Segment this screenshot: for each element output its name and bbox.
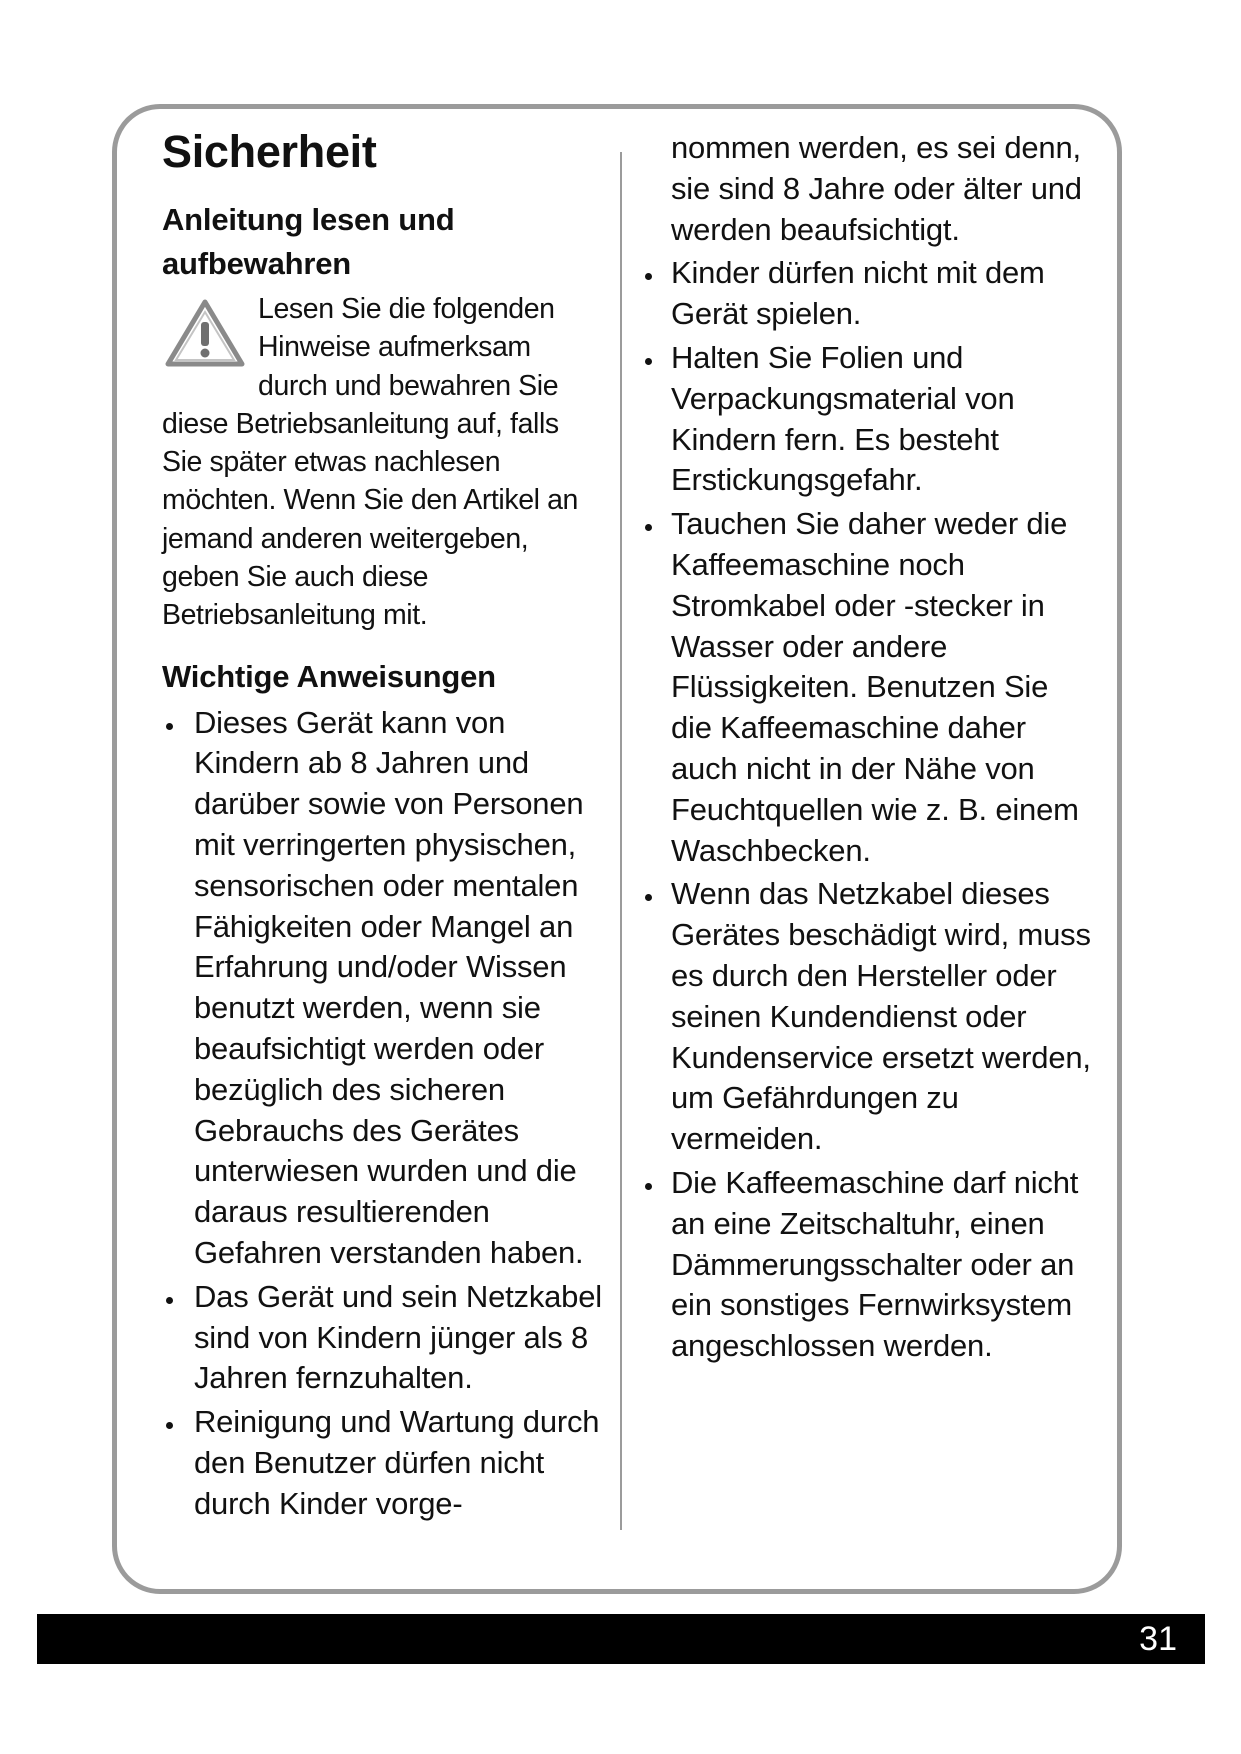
- list-item: Die Kaffeemaschine darf nicht an eine Zeitschaltuhr, einen Dämmerungsschalter oder an ein sonstiges Fernwirksystem angeschlossen werden.: [645, 1163, 1095, 1367]
- subsection-title-read-line1: Anleitung lesen und: [162, 202, 455, 237]
- list-item: Das Gerät und sein Netzkabel sind von Kindern jünger als 8 Jahren fernzuhalten.: [162, 1277, 602, 1399]
- page-number: 31: [1139, 1620, 1177, 1658]
- left-column: [162, 120, 602, 1528]
- list-item: Dieses Gerät kann von Kindern ab 8 Jahren und darüber sowie von Personen mit verringerten physischen, sensorischen oder mentalen Fähigkeiten oder Mangel an Erfahrung und/oder Wissen benutzt werden, wenn sie beaufsichtigt werden oder bezüglich des sicheren Gebrauchs des Gerätes unterwiesen wurden und die daraus resultierenden Gefahren verstanden haben.: [162, 703, 602, 1274]
- warning-triangle-icon: [164, 298, 246, 368]
- intro-paragraph: [162, 290, 602, 635]
- list-item: Tauchen Sie daher weder die Kaffeemaschine noch Stromkabel oder -stecker in Wasser oder andere Flüssigkeiten. Benutzen Sie die Kaffeemaschine daher auch nicht in der Nähe von Feuchtquellen wie z. B. einem Waschbecken.: [645, 504, 1095, 871]
- section-title: Sicherheit: [162, 126, 377, 177]
- list-item: Wenn das Netzkabel dieses Gerätes beschädigt wird, muss es durch den Hersteller oder seinen Kundendienst oder Kundenservice ersetzt werden, um Gefährdungen zu vermeiden.: [645, 874, 1095, 1160]
- instructions-list-left: [162, 703, 602, 1525]
- list-item: Reinigung und Wartung durch den Benutzer dürfen nicht durch Kinder vorge-: [162, 1402, 602, 1524]
- subsection-title-read-line2: aufbewahren: [162, 246, 352, 281]
- intro-text: Lesen Sie die folgenden Hinweise aufmerksam durch und bewahren Sie diese Betriebsanleitung auf, falls Sie später etwas nachlesen möchten. Wenn Sie den Artikel an jemand anderen weitergeben, geben Sie auch diese Betriebsanleitung mit.: [162, 293, 579, 632]
- list-item: Halten Sie Folien und Verpackungsmaterial von Kindern fern. Es besteht Erstickungsgefahr.: [645, 338, 1095, 501]
- list-item: Kinder dürfen nicht mit dem Gerät spielen.: [645, 253, 1095, 335]
- list-item-continuation: nommen werden, es sei denn, sie sind 8 Jahre oder älter und werden beaufsichtigt.: [671, 130, 1082, 247]
- footer-bar: [37, 1614, 1205, 1664]
- instructions-list-right: [645, 253, 1095, 1367]
- right-column: [645, 128, 1095, 1370]
- subsection-title-instructions: Wichtige Anweisungen: [162, 658, 496, 694]
- column-divider: [620, 152, 622, 1530]
